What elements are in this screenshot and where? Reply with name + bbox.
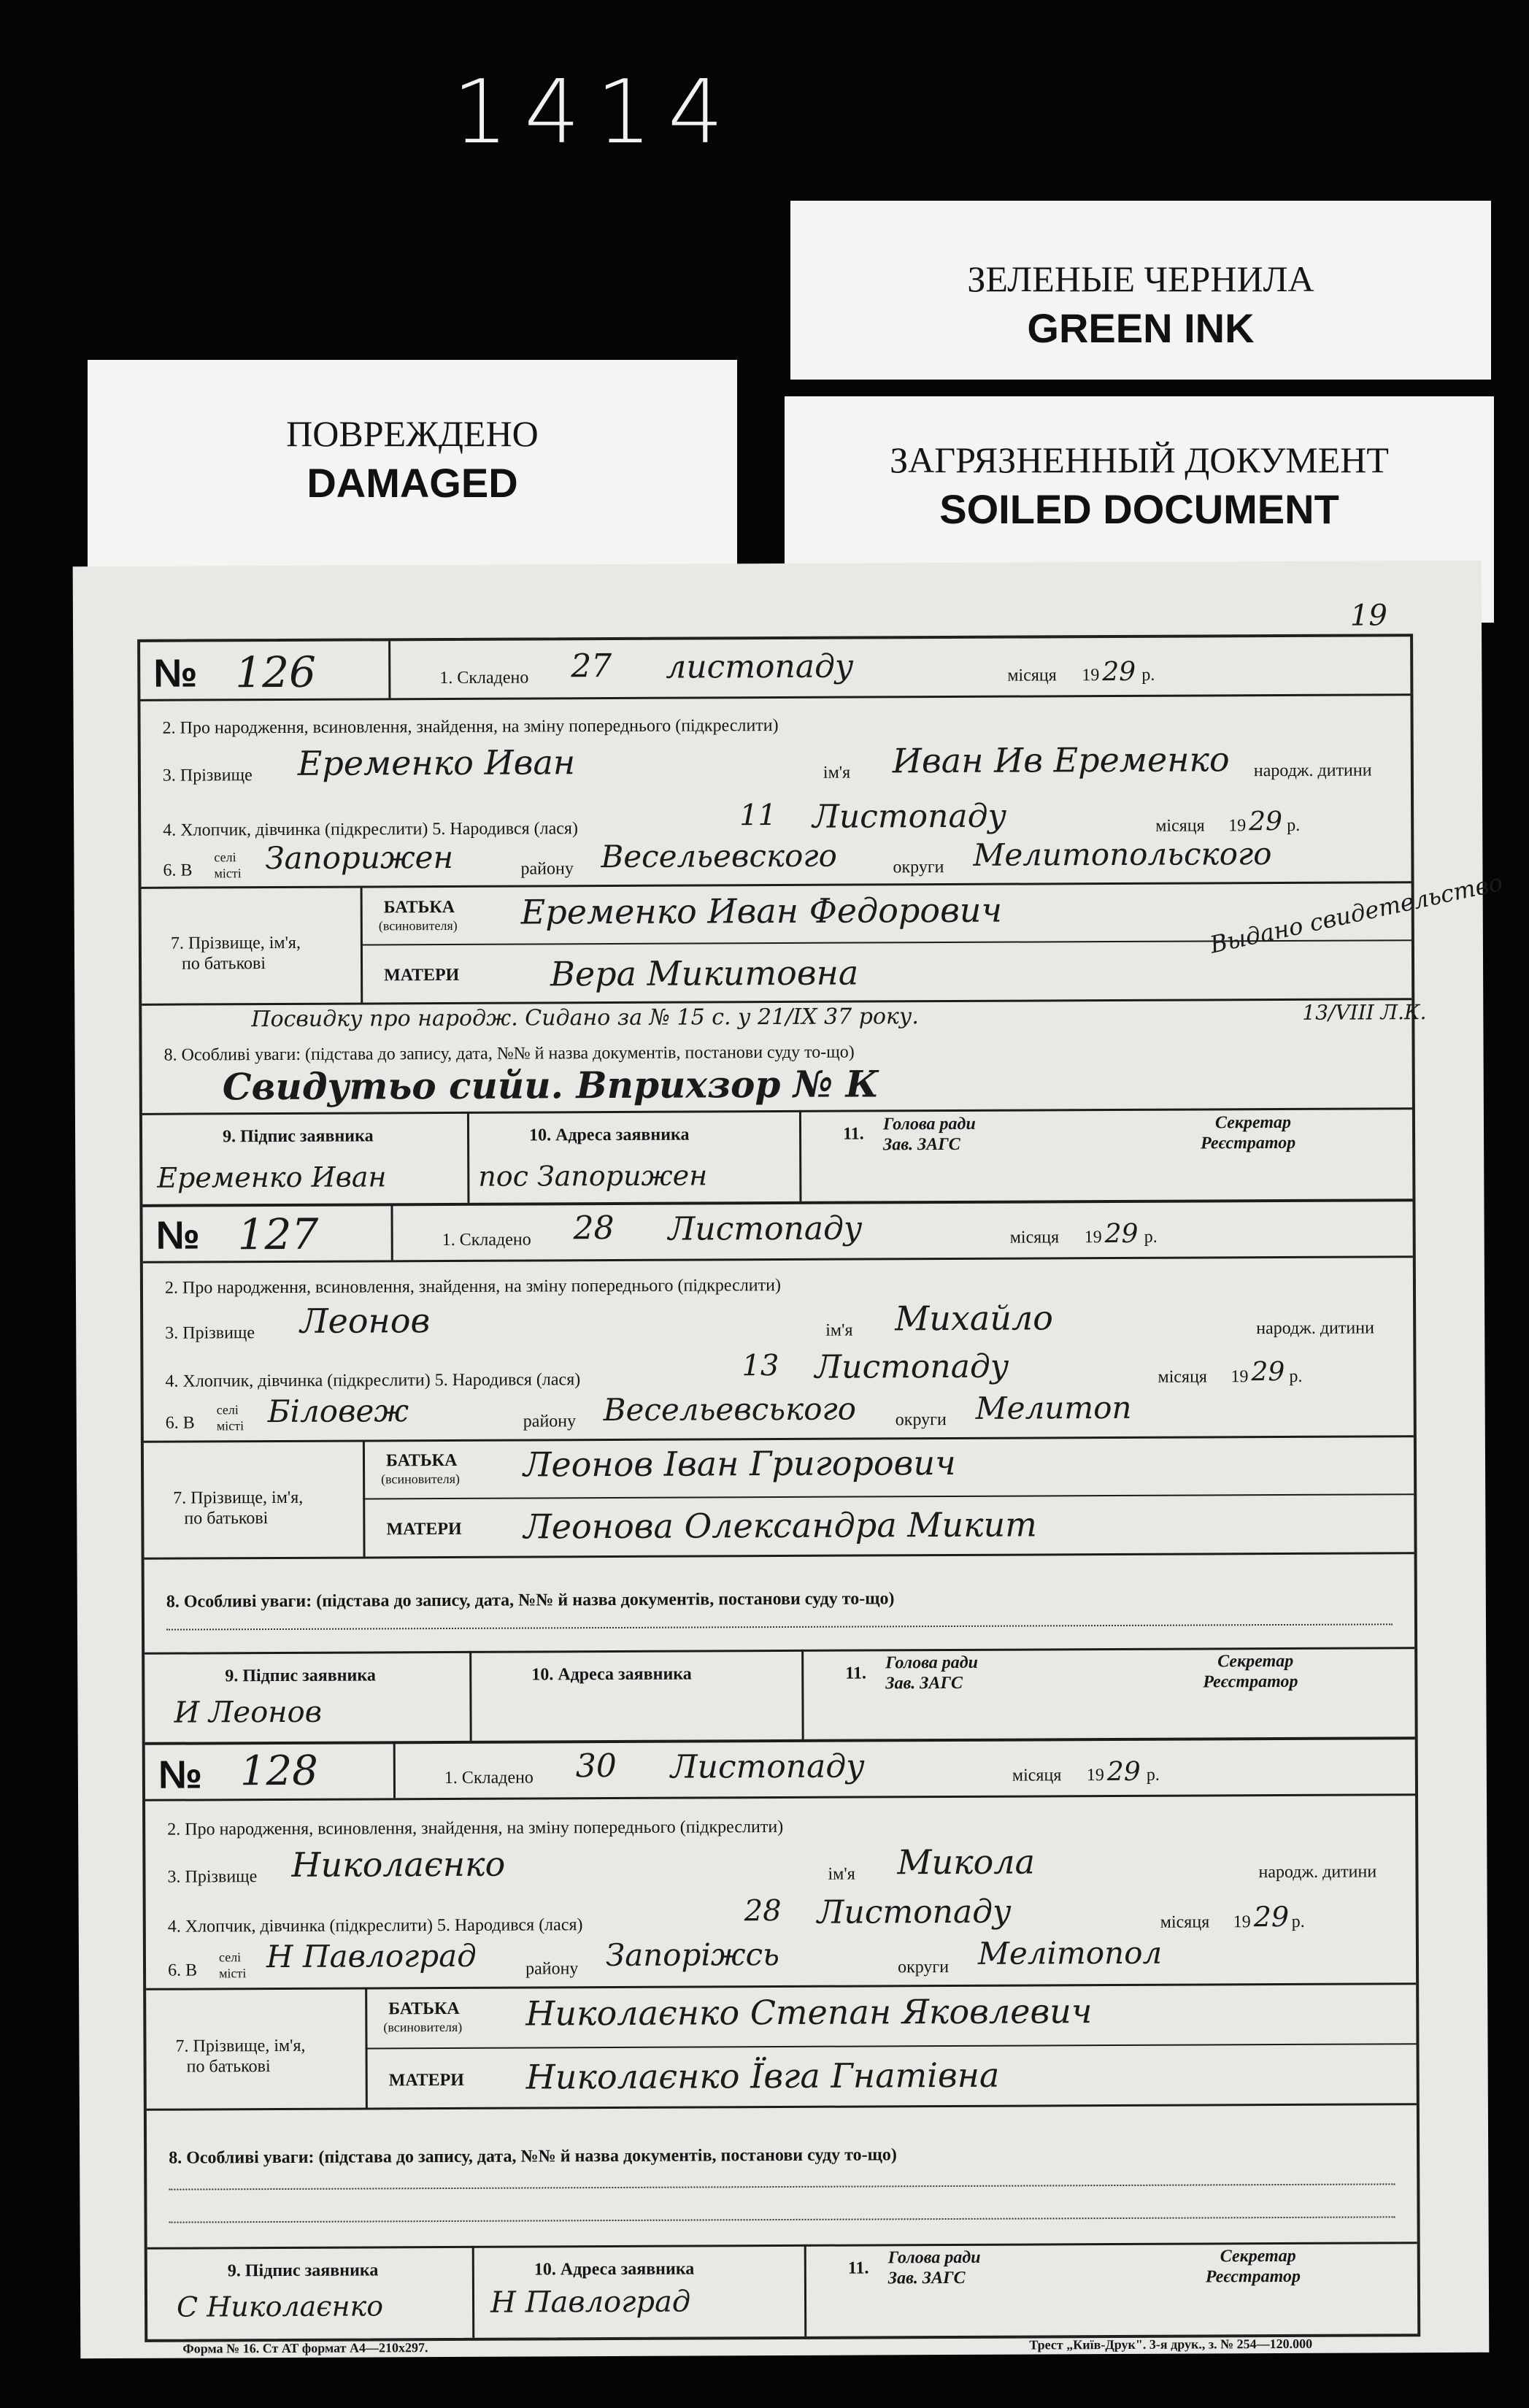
- field-parents-patronymic: по батькові: [186, 2057, 271, 2077]
- field-raion: району: [520, 859, 574, 879]
- field-father-adoptive: (всиновителя): [381, 1471, 461, 1487]
- composed-day: 28: [573, 1209, 615, 1247]
- record-number-label: №: [153, 651, 198, 696]
- place-value: Запорижен: [265, 839, 454, 877]
- field-child: народж. дитини: [1253, 761, 1372, 781]
- field-surname: 3. Прізвище: [162, 766, 253, 785]
- field-secretary: Секретар: [1220, 2246, 1296, 2266]
- field-child: народж. дитини: [1256, 1318, 1374, 1339]
- field-council: 11.: [842, 1124, 864, 1144]
- year-prefix: 19: [1082, 666, 1100, 685]
- surname-value: Леонов: [300, 1301, 431, 1341]
- year-suffix: р.: [1141, 665, 1155, 685]
- field-applicant-address: 10. Адреса заявника: [529, 1125, 690, 1145]
- born-year-prefix: 19: [1230, 1367, 1249, 1387]
- field-notes: 8. Особливі уваги: (підстава до запису, дата, №№ й назва документів, постанови суду то-що): [163, 1042, 855, 1065]
- field-parents-patronymic: по батькові: [181, 954, 266, 974]
- field-composed: 1. Складено: [439, 668, 529, 688]
- surname-value: Еременко Иван: [297, 742, 576, 783]
- composed-day: 27: [571, 647, 612, 685]
- field-secretary: Секретар: [1217, 1651, 1294, 1672]
- record-number: 126: [235, 647, 317, 698]
- field-council-head: Голова ради: [882, 1114, 976, 1134]
- field-mother: МАТЕРИ: [384, 965, 460, 985]
- year-suffix: р.: [1146, 1765, 1160, 1785]
- field-council: 11.: [847, 2258, 869, 2278]
- applicant-value: И Леонов: [174, 1695, 323, 1730]
- field-secretary: Секретар: [1214, 1112, 1292, 1133]
- place-value: Біловеж: [267, 1393, 409, 1430]
- born-year: 29: [1253, 1900, 1290, 1934]
- raion-value: Весельевского: [601, 837, 837, 875]
- field-notes: 8. Особливі уваги: (підстава до запису, дата, №№ й назва документів, постанови суду то-що): [169, 2145, 897, 2168]
- field-sex-born: 4. Хлопчик, дівчинка (підкреслити) 5. Народився (лася): [163, 819, 578, 840]
- address-value: пос Запорижен: [478, 1159, 708, 1193]
- field-mother: МАТЕРИ: [386, 1519, 462, 1539]
- soiled-document-label: ЗАГРЯЗНЕННЫЙ ДОКУМЕНТ SOILED DOCUMENT: [785, 396, 1494, 623]
- field-okrug: округи: [895, 1410, 947, 1430]
- page-number: 19: [1349, 599, 1387, 633]
- field-council-head: Голова ради: [885, 1653, 979, 1673]
- born-year-suffix: р.: [1291, 1912, 1305, 1931]
- name-value: Иван Ив Еременко: [892, 739, 1230, 781]
- note-side: 13/VIII Л.К.: [1302, 1000, 1427, 1025]
- field-village: селі: [218, 1950, 242, 1965]
- year-prefix: 19: [1086, 1766, 1104, 1785]
- okrug-value: Мелитопольского: [973, 836, 1272, 873]
- field-town: місті: [214, 866, 242, 881]
- field-name: ім'я: [825, 1320, 853, 1340]
- field-council: 11.: [845, 1663, 867, 1683]
- field-town: місті: [216, 1418, 244, 1434]
- record-126: [140, 636, 1506, 1204]
- field-surname: 3. Прізвище: [165, 1323, 255, 1343]
- composed-month: Листопаду: [668, 1209, 863, 1248]
- green-ink-label: ЗЕЛЕНЫЕ ЧЕРНИЛА GREEN INK: [790, 201, 1491, 380]
- record-number-label: №: [158, 1753, 203, 1797]
- field-place: 6. В: [165, 1413, 195, 1433]
- field-village: селі: [216, 1402, 239, 1418]
- form-frame: [137, 634, 1506, 2342]
- applicant-value: Еременко Иван: [157, 1161, 387, 1194]
- field-registrar: Реєстратор: [1205, 2266, 1301, 2287]
- field-okrug: округи: [893, 858, 944, 877]
- field-father-adoptive: (всиновителя): [378, 918, 458, 934]
- field-born-month: місяця: [1158, 1367, 1208, 1387]
- raion-value: Запоріжсь: [605, 1936, 780, 1974]
- field-mother: МАТЕРИ: [388, 2070, 464, 2090]
- field-composed: 1. Складено: [442, 1230, 531, 1250]
- field-name: ім'я: [828, 1864, 855, 1884]
- field-composed: 1. Складено: [444, 1768, 534, 1788]
- address-value: Н Павлоград: [490, 2285, 691, 2320]
- composed-year: 29: [1106, 1756, 1141, 1788]
- born-year-suffix: р.: [1287, 815, 1301, 835]
- father-value: Леонов Іван Григорович: [523, 1442, 956, 1485]
- field-council-head: Голова ради: [887, 2247, 981, 2268]
- field-okrug: округи: [897, 1958, 950, 1977]
- place-value: Н Павлоград: [266, 1937, 477, 1975]
- mother-value: Николаєнко Ївга Гнатівна: [525, 2055, 1000, 2097]
- born-month: Листопаду: [817, 1893, 1012, 1931]
- field-parents: 7. Прізвище, ім'я,: [170, 933, 301, 953]
- composed-year: 29: [1104, 1218, 1139, 1250]
- form-footer-left: Форма № 16. Ст АТ формат А4—210х297.: [182, 2340, 428, 2356]
- born-year: 29: [1249, 806, 1283, 837]
- field-zags-head: Зав. ЗАГС: [887, 2268, 966, 2288]
- form-footer-right: Трест „Київ-Друк". 3-я друк., з. № 254—120.000: [1029, 2336, 1313, 2353]
- born-day: 13: [742, 1349, 779, 1383]
- composed-month: листопаду: [666, 647, 854, 686]
- okrug-value: Мелитоп: [975, 1389, 1132, 1426]
- born-day: 11: [739, 799, 777, 833]
- raion-value: Весельевського: [603, 1390, 857, 1428]
- field-raion: району: [523, 1412, 577, 1431]
- field-born-month: місяця: [1160, 1912, 1210, 1932]
- field-sex-born: 4. Хлопчик, дівчинка (підкреслити) 5. Народився (лася): [165, 1370, 581, 1391]
- born-year: 29: [1251, 1356, 1285, 1388]
- record-number: 128: [239, 1747, 318, 1796]
- note-top: Посвидку про народж. Сидано за № 15 с. у 21/IX 37 року.: [251, 1004, 919, 1033]
- field-applicant-address: 10. Адреса заявника: [531, 1664, 692, 1685]
- year-suffix: р.: [1144, 1227, 1158, 1247]
- composed-month: Листопаду: [670, 1747, 865, 1786]
- field-born-month: місяця: [1155, 816, 1205, 836]
- mother-value: Леонова Олександра Микит: [523, 1504, 1037, 1547]
- okrug-value: Мелітопол: [977, 1934, 1163, 1972]
- field-raion: району: [525, 1959, 579, 1979]
- field-father: БАТЬКА: [383, 897, 455, 918]
- field-zags-head: Зав. ЗАГС: [885, 1673, 963, 1693]
- surname-value: Николаєнко: [291, 1844, 506, 1885]
- record-128: [145, 1738, 1418, 2339]
- field-village: селі: [214, 850, 236, 865]
- field-registration-type: 2. Про народження, всиновлення, знайдення, на зміну попереднього (підкреслити): [164, 1275, 782, 1298]
- father-value: Николаєнко Степан Яковлевич: [525, 1991, 1093, 2034]
- field-registrar: Реєстратор: [1203, 1672, 1298, 1692]
- field-month: місяця: [1009, 1228, 1060, 1247]
- field-sex-born: 4. Хлопчик, дівчинка (підкреслити) 5. Народився (лася): [167, 1915, 583, 1936]
- composed-day: 30: [575, 1747, 617, 1785]
- field-applicant-signature: 9. Підпис заявника: [225, 1666, 376, 1686]
- field-month: місяця: [1012, 1766, 1062, 1785]
- born-month: Листопаду: [812, 797, 1007, 836]
- field-registration-type: 2. Про народження, всиновлення, знайдення, на зміну попереднього (підкреслити): [162, 716, 779, 738]
- field-parents-patronymic: по батькові: [184, 1509, 269, 1528]
- field-father: БАТЬКА: [385, 1450, 458, 1471]
- archive-number: 1414: [452, 62, 740, 164]
- field-registration-type: 2. Про народження, всиновлення, знайдення, на зміну попереднього (підкреслити): [167, 1817, 784, 1839]
- field-month: місяця: [1007, 666, 1057, 685]
- born-year-prefix: 19: [1228, 816, 1247, 836]
- field-zags-head: Зав. ЗАГС: [883, 1134, 960, 1155]
- mother-value: Вера Микитовна: [550, 953, 859, 994]
- father-value: Еременко Иван Федорович: [520, 890, 1003, 932]
- field-place: 6. В: [167, 1961, 198, 1980]
- field-surname: 3. Прізвище: [167, 1867, 258, 1887]
- note-main: Свидутьо сийи. Вприхзор № К: [222, 1062, 879, 1109]
- born-year-prefix: 19: [1233, 1912, 1251, 1932]
- field-applicant-signature: 9. Підпис заявника: [223, 1126, 374, 1147]
- record-number: 127: [237, 1209, 319, 1260]
- field-father: БАТЬКА: [388, 1999, 460, 2019]
- damaged-label: ПОВРЕЖДЕНО DAMAGED: [88, 360, 737, 579]
- born-month: Листопаду: [814, 1347, 1009, 1386]
- field-parents: 7. Прізвище, ім'я,: [173, 1488, 304, 1508]
- side-note: Выдано свидетельство: [1207, 868, 1506, 959]
- field-town: місті: [219, 1966, 247, 1981]
- name-value: Микола: [897, 1842, 1036, 1882]
- year-prefix: 19: [1084, 1228, 1102, 1247]
- field-parents: 7. Прізвище, ім'я,: [175, 2036, 306, 2056]
- field-notes: 8. Особливі уваги: (підстава до запису, дата, №№ й назва документів, постанови суду то-що): [166, 1589, 895, 1612]
- field-child: народж. дитини: [1258, 1862, 1377, 1882]
- field-place: 6. В: [163, 861, 193, 880]
- field-father-adoptive: (всиновителя): [383, 2019, 463, 2035]
- record-127: [142, 1200, 1414, 1742]
- field-name: ім'я: [823, 763, 851, 782]
- name-value: Михайло: [895, 1298, 1053, 1339]
- applicant-value: С Николаєнко: [176, 2290, 384, 2323]
- field-registrar: Реєстратор: [1201, 1133, 1296, 1153]
- composed-year: 29: [1102, 656, 1136, 688]
- field-applicant-signature: 9. Підпис заявника: [227, 2261, 379, 2281]
- born-day: 28: [744, 1894, 782, 1928]
- registry-sheet: [73, 561, 1506, 2358]
- record-number-label: №: [155, 1213, 200, 1258]
- field-applicant-address: 10. Адреса заявника: [534, 2259, 695, 2280]
- born-year-suffix: р.: [1289, 1366, 1303, 1386]
